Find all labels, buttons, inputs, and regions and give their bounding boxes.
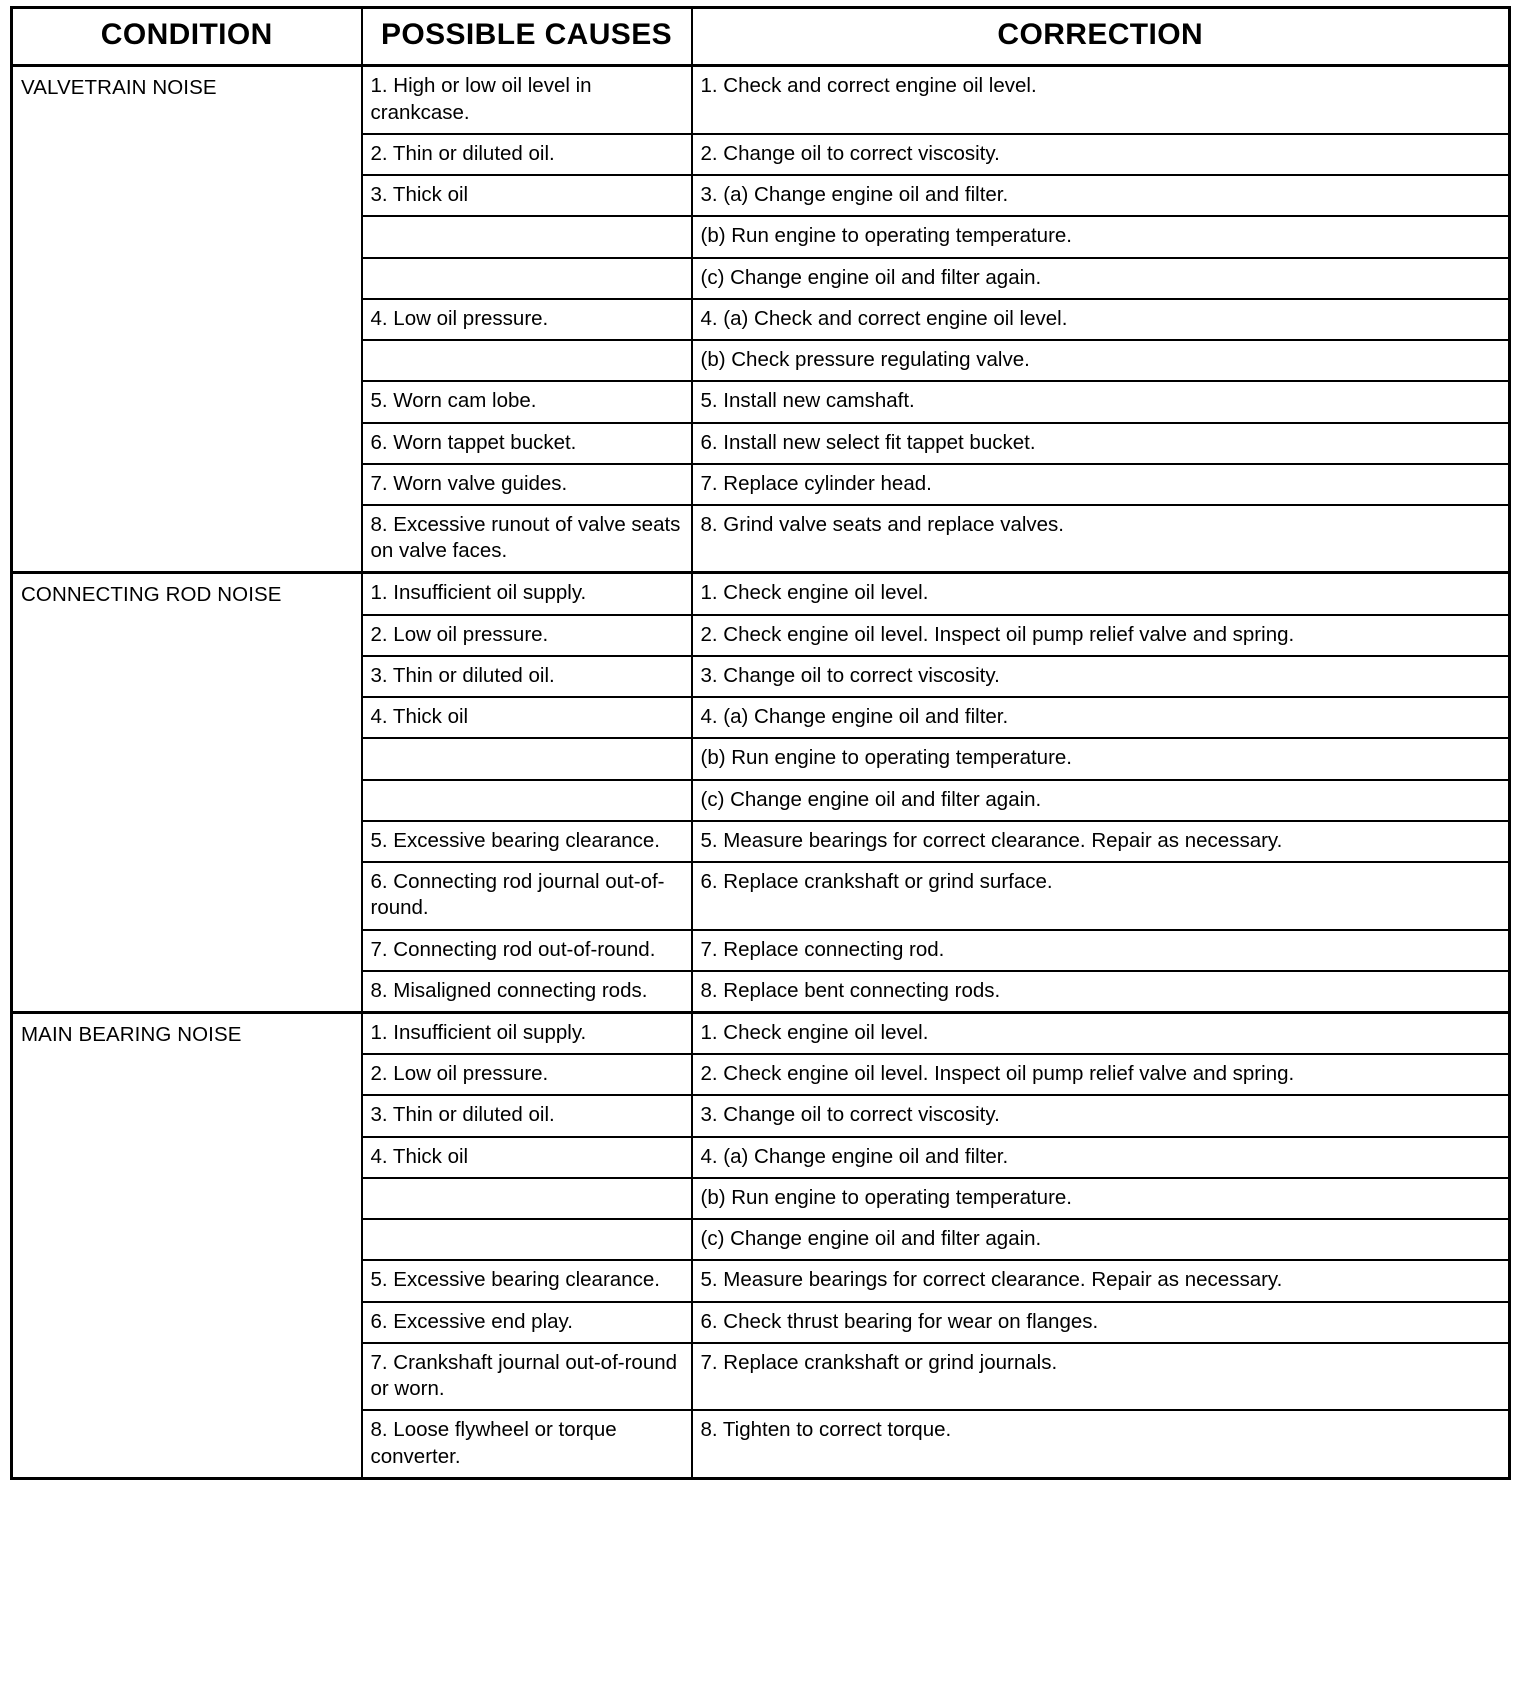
possible-cause-cell: 4. Thick oil [362, 1137, 692, 1178]
correction-cell: (b) Run engine to operating temperature. [692, 738, 1510, 779]
possible-cause-cell-empty [362, 258, 692, 299]
correction-cell: 8. Replace bent connecting rods. [692, 971, 1510, 1013]
correction-cell: 2. Change oil to correct viscosity. [692, 134, 1510, 175]
possible-cause-cell: 6. Excessive end play. [362, 1302, 692, 1343]
possible-cause-cell: 8. Loose flywheel or torque converter. [362, 1410, 692, 1478]
possible-cause-cell: 5. Excessive bearing clearance. [362, 821, 692, 862]
possible-cause-cell: 2. Thin or diluted oil. [362, 134, 692, 175]
correction-cell: (b) Check pressure regulating valve. [692, 340, 1510, 381]
correction-cell: 2. Check engine oil level. Inspect oil pump relief valve and spring. [692, 615, 1510, 656]
possible-cause-cell: 6. Connecting rod journal out-of-round. [362, 862, 692, 929]
table-body [12, 66, 1510, 1478]
correction-cell: 5. Install new camshaft. [692, 381, 1510, 422]
possible-cause-cell-empty [362, 1219, 692, 1260]
possible-cause-cell: 6. Worn tappet bucket. [362, 423, 692, 464]
possible-cause-cell: 7. Connecting rod out-of-round. [362, 930, 692, 971]
correction-cell: 5. Measure bearings for correct clearance. Repair as necessary. [692, 821, 1510, 862]
condition-cell: VALVETRAIN NOISE [12, 66, 362, 573]
correction-cell: 1. Check engine oil level. [692, 573, 1510, 615]
troubleshooting-table [10, 6, 1511, 1480]
correction-cell: 7. Replace crankshaft or grind journals. [692, 1343, 1510, 1410]
correction-cell: (c) Change engine oil and filter again. [692, 258, 1510, 299]
possible-cause-cell: 4. Thick oil [362, 697, 692, 738]
possible-cause-cell: 4. Low oil pressure. [362, 299, 692, 340]
table-header-row [12, 8, 1510, 66]
correction-cell: 4. (a) Change engine oil and filter. [692, 697, 1510, 738]
possible-cause-cell: 8. Misaligned connecting rods. [362, 971, 692, 1013]
correction-cell: 7. Replace cylinder head. [692, 464, 1510, 505]
possible-cause-cell-empty [362, 738, 692, 779]
possible-cause-cell: 3. Thin or diluted oil. [362, 1095, 692, 1136]
correction-cell: (b) Run engine to operating temperature. [692, 216, 1510, 257]
correction-cell: 7. Replace connecting rod. [692, 930, 1510, 971]
possible-cause-cell: 2. Low oil pressure. [362, 615, 692, 656]
table-row [12, 66, 1510, 134]
correction-cell: 3. (a) Change engine oil and filter. [692, 175, 1510, 216]
correction-cell: 4. (a) Check and correct engine oil level. [692, 299, 1510, 340]
correction-cell: 6. Check thrust bearing for wear on flanges. [692, 1302, 1510, 1343]
correction-cell: (b) Run engine to operating temperature. [692, 1178, 1510, 1219]
possible-cause-cell-empty [362, 340, 692, 381]
correction-cell: 1. Check engine oil level. [692, 1013, 1510, 1055]
condition-cell: CONNECTING ROD NOISE [12, 573, 362, 1013]
correction-cell: 3. Change oil to correct viscosity. [692, 656, 1510, 697]
correction-cell: 5. Measure bearings for correct clearance. Repair as necessary. [692, 1260, 1510, 1301]
possible-cause-cell: 2. Low oil pressure. [362, 1054, 692, 1095]
table-row [12, 1013, 1510, 1055]
possible-cause-cell-empty [362, 216, 692, 257]
correction-cell: 1. Check and correct engine oil level. [692, 66, 1510, 134]
possible-cause-cell: 7. Worn valve guides. [362, 464, 692, 505]
table-row [12, 573, 1510, 615]
correction-cell: 6. Replace crankshaft or grind surface. [692, 862, 1510, 929]
column-header-possible-causes: POSSIBLE CAUSES [362, 8, 692, 66]
correction-cell: 3. Change oil to correct viscosity. [692, 1095, 1510, 1136]
possible-cause-cell: 3. Thick oil [362, 175, 692, 216]
column-header-correction: CORRECTION [692, 8, 1510, 66]
possible-cause-cell: 1. Insufficient oil supply. [362, 1013, 692, 1055]
table-header [12, 8, 1510, 66]
correction-cell: (c) Change engine oil and filter again. [692, 780, 1510, 821]
correction-cell: 6. Install new select fit tappet bucket. [692, 423, 1510, 464]
correction-cell: 8. Tighten to correct torque. [692, 1410, 1510, 1478]
possible-cause-cell: 5. Worn cam lobe. [362, 381, 692, 422]
correction-cell: (c) Change engine oil and filter again. [692, 1219, 1510, 1260]
correction-cell: 4. (a) Change engine oil and filter. [692, 1137, 1510, 1178]
correction-cell: 8. Grind valve seats and replace valves. [692, 505, 1510, 573]
correction-cell: 2. Check engine oil level. Inspect oil pump relief valve and spring. [692, 1054, 1510, 1095]
possible-cause-cell-empty [362, 1178, 692, 1219]
condition-cell: MAIN BEARING NOISE [12, 1013, 362, 1479]
possible-cause-cell: 5. Excessive bearing clearance. [362, 1260, 692, 1301]
possible-cause-cell: 3. Thin or diluted oil. [362, 656, 692, 697]
possible-cause-cell: 7. Crankshaft journal out-of-round or worn. [362, 1343, 692, 1410]
possible-cause-cell: 1. High or low oil level in crankcase. [362, 66, 692, 134]
possible-cause-cell-empty [362, 780, 692, 821]
column-header-condition: CONDITION [12, 8, 362, 66]
possible-cause-cell: 1. Insufficient oil supply. [362, 573, 692, 615]
possible-cause-cell: 8. Excessive runout of valve seats on valve faces. [362, 505, 692, 573]
